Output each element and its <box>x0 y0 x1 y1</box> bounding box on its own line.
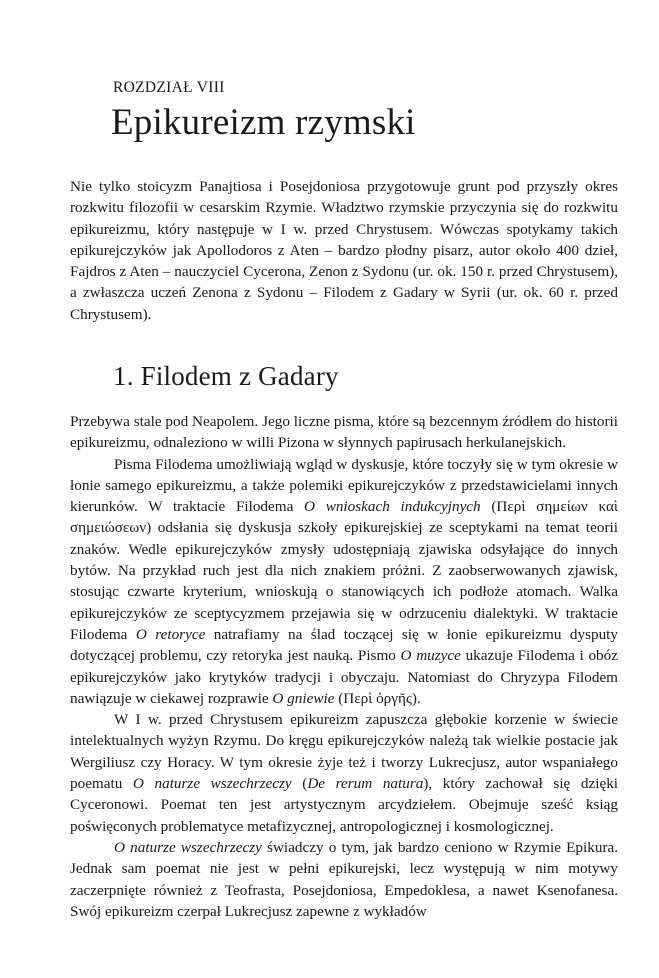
work-title-de-rerum-natura: De rerum natura <box>307 775 424 793</box>
paragraph-1: Przebywa stale pod Neapolem. Jego liczne pisma, które są bezcennym źródłem do historii epikureizmu, odnaleziono w willi Pizona w słynnych papirusach herkulanejskich. <box>70 413 618 452</box>
section-title: 1. Filodem z Gadary <box>113 361 339 391</box>
work-title-o-muzyce: O muzyce <box>400 647 461 665</box>
paragraph-2-text-c: natrafiamy na ślad toczącej się w łonie epikureizmu dysputy dotyczącej problemu, czy retoryka jest nauką. Pismo <box>70 625 618 665</box>
paragraph-3-text-c: ), który zachował się dzięki Cyceronowi. Poemat ten jest artystycznym arcydziełem. Obejmuje sześć ksiąg poświęconych problematyce metafizycznej, antropologicznej i kosmologicznej. <box>70 775 619 835</box>
work-title-o-gniewie: O gniewie <box>272 689 335 707</box>
section-body <box>70 411 618 922</box>
paragraph-4-text-a: świadczy o tym, jak bardzo ceniono w Rzymie Epikura. Jednak sam poemat nie jest w pełni epikurejski, lecz występują w nim motywy zaczerpnięte również z Teofrasta, Posejdoniosa, Empedoklesa, a nawet Ksenofanesa. Swój epikureizm czerpał Lukrecjusz zapewne z wykładów <box>70 838 619 920</box>
chapter-label: ROZDZIAŁ VIII <box>113 79 225 96</box>
paragraph-2-text-b: (Περὶ σημείων καὶ σημειώσεων) odsłania się dyskusja szkoły epikurejskiej ze sceptykami na temat teorii znaków. Wedle epikurejczyków zmysły udostępniają zjawiska odsyłające do innych bytów. Na przykład ruch jest dla nich znakiem próżni. Z zaobserwowanych zjawisk, stosując czwarte kryterium, wnioskują o stanowiących ich podłoże atomach. Walka epikurejczyków ze sceptycyzmem przejawia się w odrzuceniu dialektyki. W traktacie Filodema <box>70 498 619 643</box>
work-title-o-naturze: O naturze wszechrzeczy <box>132 775 292 793</box>
chapter-title: Epikureizm rzymski <box>111 102 416 143</box>
paragraph-2-text-e: (Περὶ ὀργῆς). <box>334 689 421 707</box>
paragraph-2 <box>70 454 618 710</box>
paragraph-2-text-a: Pisma Filodema umożliwiają wgląd w dyskusje, które toczyły się w tym okresie w łonie samego epikureizmu, a także polemiki epikurejczyków z przedstawicielami innych kierunków. W traktacie Filodema <box>70 455 618 516</box>
work-title-o-wnioskach: O wnioskach indukcyjnych <box>304 498 481 516</box>
intro-paragraph-block <box>70 176 618 325</box>
paragraph-4 <box>70 837 618 922</box>
intro-paragraph: Nie tylko stoicyzm Panajtiosa i Posejdoniosa przygotowuje grunt pod przyszły okres rozkwitu filozofii w cesarskim Rzymie. Władztwo rzymskie przyczynia się do rozkwitu epikureizmu, który następuje w I w. przed Chrystusem. Wówczas spotykamy takich epikurejczyków jak Apollodoros z Aten – bardzo płodny pisarz, autor około 400 dzieł, Fajdros z Aten – nauczyciel Cycerona, Zenon z Sydonu (ur. ok. 150 r. przed Chrystusem), a zwłaszcza uczeń Zenona z Sydonu – Filodem z Gadary w Syrii (ur. ok. 60 r. przed Chrystusem). <box>70 178 618 323</box>
paragraph-3-text-b: ( <box>291 775 308 793</box>
paragraph-2-text-d: ukazuje Filodema i obóz epikurejczyków jako krytyków tradycji i obyczaju. Natomiast do Chryzypa Filodem nawiązuje w ciekawej rozprawie <box>70 647 618 707</box>
work-title-o-naturze-2: O naturze wszechrzeczy <box>114 838 262 856</box>
work-title-o-retoryce: O retoryce <box>135 625 206 643</box>
paragraph-3-text-a: W I w. przed Chrystusem epikureizm zapuszcza głębokie korzenie w świecie intelektualnych wyżyn Rzymu. Do kręgu epikurejczyków należą tak wielkie postacie jak Wergiliusz czy Horacy. W tym okresie żyje też i tworzy Lukrecjusz, autor wspaniałego poematu <box>70 711 618 793</box>
paragraph-3 <box>70 709 618 837</box>
